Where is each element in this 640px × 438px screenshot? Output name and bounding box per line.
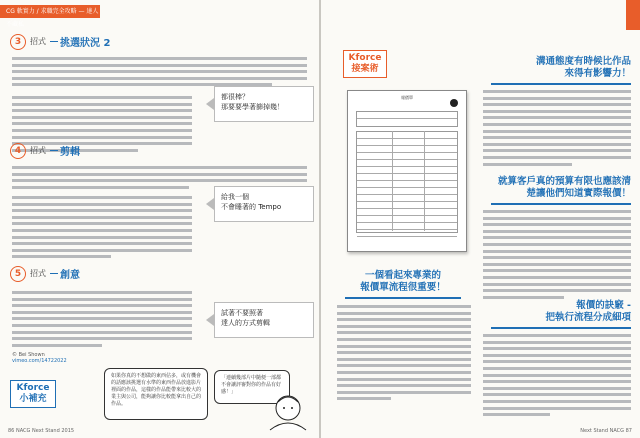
- heading-rule-3: [491, 327, 631, 329]
- section-title: 創意: [60, 270, 80, 281]
- section-prefix: 招式: [30, 146, 46, 155]
- page-corner-tab: [626, 0, 640, 30]
- section-prefix: 招式: [30, 269, 46, 278]
- heading-rule-1: [491, 83, 631, 85]
- center-heading-rule: [345, 297, 461, 299]
- callout-section-3: 都很棒？ 那要要學著篩掉幾！: [214, 86, 314, 122]
- section-number: 4: [10, 143, 26, 159]
- section-4-body-text-2: [12, 196, 192, 262]
- document-title: 報價單: [401, 95, 413, 100]
- left-page: [0, 0, 319, 438]
- photo-credit-url: vimeo.com/14722022: [12, 358, 67, 364]
- right-body-text-2: [483, 210, 631, 302]
- page-number-left: 86 NACG Next Stand 2015: [8, 428, 75, 434]
- section-header: [10, 266, 310, 284]
- right-body-text-3: [483, 334, 631, 420]
- cartoon-character-icon: [262, 392, 310, 432]
- header-tab: CG 軟實力 / 求職完全攻略 — 達人不藏私: [0, 5, 100, 18]
- center-body-text: [337, 305, 471, 404]
- callout-section-4: 給我一個 不會睡著的 Tempo: [214, 186, 314, 222]
- section-number: 5: [10, 266, 26, 282]
- document-line-items-table: [356, 131, 458, 233]
- photo-credit: © Bei Shown: [12, 352, 45, 358]
- section-header: [10, 34, 310, 52]
- section-header: [10, 143, 310, 161]
- heading-rule-2: [491, 203, 631, 205]
- kforce-jieye-label: Kforce 接案術: [343, 50, 387, 78]
- title-dash: [50, 150, 58, 151]
- callout-section-5: 試著不要照著 達人的方式剪輯: [214, 302, 314, 338]
- page-number-right: Next Stand NACG 87: [580, 428, 632, 434]
- heading-communication: 溝通態度有時候比作品 來得有影響力！: [535, 56, 631, 79]
- section-prefix: 招式: [30, 37, 46, 46]
- speech-bubble-left: 如果你真的不想做的東西佔多，或有機會的話應該挑選有水準的東西作品放進影片裡面的作品，這樣的作品能帶來比較大的業主與公司，能夠讓你比較能拿出自己的作品。: [104, 368, 208, 420]
- section-4: [10, 143, 310, 161]
- section-number: 3: [10, 34, 26, 50]
- heading-quote-tips: 報價的訣竅 - 把執行流程分成細項: [545, 300, 631, 323]
- section-5-body-text: [12, 291, 192, 350]
- callout-arrow: [206, 98, 214, 110]
- section-title: 挑選狀況 2: [60, 38, 111, 49]
- quotation-document: [347, 90, 467, 252]
- section-3: [10, 34, 310, 52]
- logo-icon: [450, 99, 458, 107]
- speech-bubble-right: 「連續幾部片中隨便一部都不會讓評審對你的作品有好感！」: [214, 370, 290, 404]
- center-heading: 一個看起來專業的 報價單流程很重要！: [360, 270, 446, 293]
- title-dash: [50, 273, 58, 274]
- section-5: [10, 266, 310, 284]
- right-body-text-1: [483, 90, 631, 169]
- section-title: 剪輯: [60, 147, 80, 158]
- title-dash: [50, 41, 58, 42]
- kforce-supplement-label: Kforce 小補充: [10, 380, 56, 408]
- heading-budget: 就算客戶真的預算有限也應該清 楚讓他們知道實際報價！: [497, 176, 631, 199]
- callout-arrow: [206, 198, 214, 210]
- top-bar: [0, 0, 319, 28]
- right-page: [321, 0, 640, 438]
- document-header-block: [356, 111, 458, 127]
- callout-arrow: [206, 314, 214, 326]
